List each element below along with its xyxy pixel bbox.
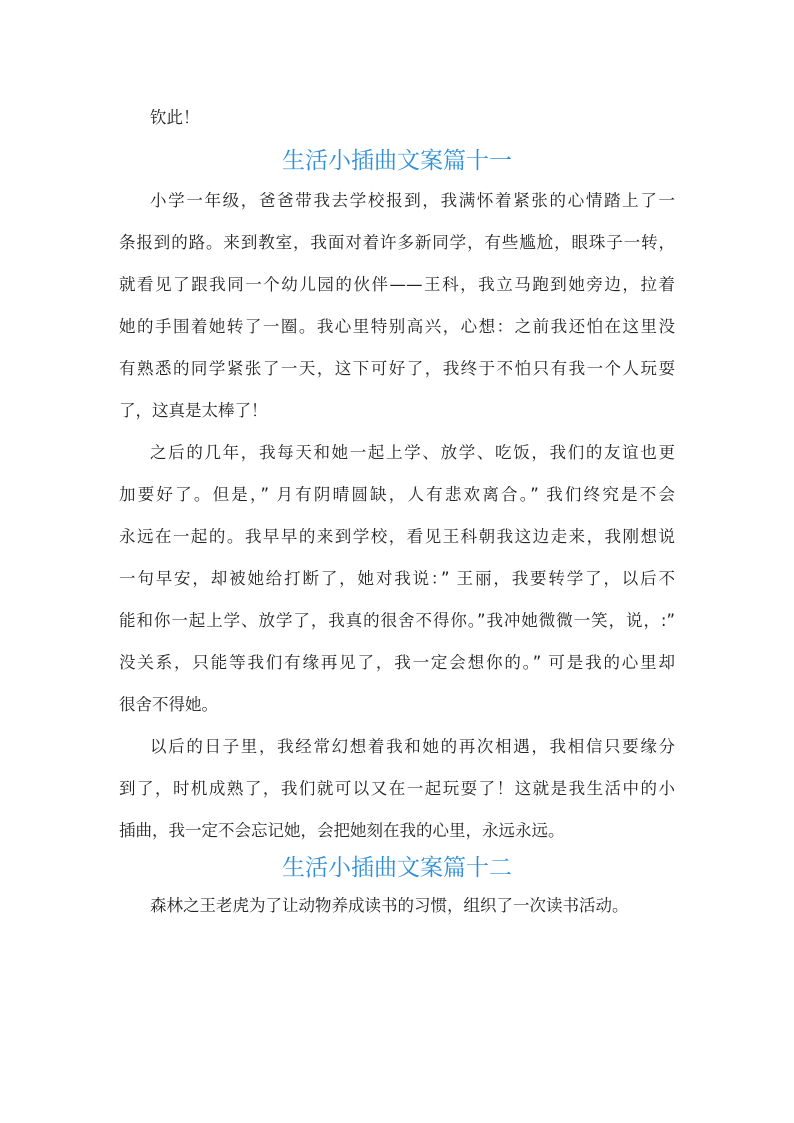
text-line: 很舍不得她。 — [119, 695, 218, 714]
paragraph-12-1 — [119, 892, 675, 919]
text-line: 有熟悉的同学紧张了一天，这下可好了，我终于不怕只有我一个人玩耍 — [119, 359, 675, 378]
text-line: 条报到的路。来到教室，我面对着许多新同学，有些尴尬，眼珠子一转， — [119, 233, 675, 252]
paragraph-11-2 — [119, 439, 675, 718]
text-line: 就看见了跟我同一个幼儿园的伙伴——王科，我立马跑到她旁边，拉着 — [119, 275, 675, 294]
text-line: 之后的几年，我每天和她一起上学、放学、吃饭，我们的友谊也更 — [150, 443, 675, 462]
text-line: 森林之王老虎为了让动物养成读书的习惯，组织了一次读书活动。 — [150, 896, 629, 915]
text-line: 插曲，我一定不会忘记她，会把她刻在我的心里，永远永远。 — [119, 821, 565, 840]
section-title-12: 生活小插曲文案篇十二 — [282, 855, 512, 881]
paragraph-11-3 — [119, 733, 675, 844]
text-line: 一句早安，却被她给打断了，她对我说：” 王丽，我要转学了，以后不 — [119, 569, 675, 588]
text-line: 她的手围着她转了一圈。我心里特别高兴，心想：之前我还怕在这里没 — [119, 317, 675, 336]
text-line: 到了，时机成熟了，我们就可以又在一起玩耍了！这就是我生活中的小 — [119, 779, 675, 798]
section-title-11: 生活小插曲文案篇十一 — [282, 148, 512, 174]
text-line: 加要好了。但是，” 月有阴晴圆缺，人有悲欢离合。” 我们终究是不会 — [119, 485, 675, 504]
text-line: 了，这真是太棒了！ — [119, 401, 268, 420]
text-line: 以后的日子里，我经常幻想着我和她的再次相遇，我相信只要缘分 — [150, 737, 675, 756]
document-body — [119, 104, 675, 919]
closing-line: 钦此！ — [150, 108, 200, 127]
text-line: 能和你一起上学、放学了，我真的很舍不得你。”我冲她微微一笑，说，:” — [119, 611, 675, 630]
text-line: 小学一年级，爸爸带我去学校报到，我满怀着紧张的心情踏上了一 — [150, 191, 675, 210]
text-line: 永远在一起的。我早早的来到学校，看见王科朝我这边走来，我刚想说 — [119, 527, 675, 546]
text-line: 没关系，只能等我们有缘再见了，我一定会想你的。” 可是我的心里却 — [119, 653, 675, 672]
paragraph-11-1 — [119, 187, 675, 424]
